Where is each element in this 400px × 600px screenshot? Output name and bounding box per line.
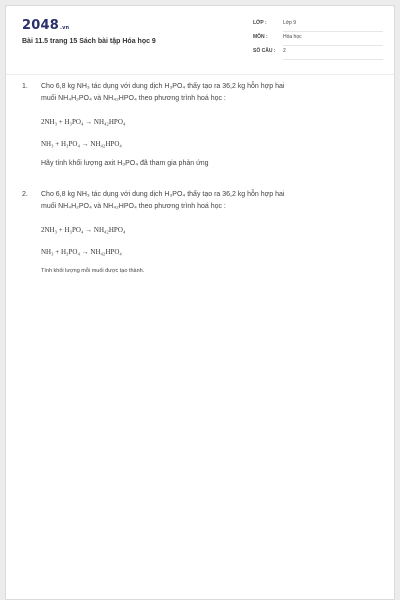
question-1-number: 1. (22, 83, 28, 90)
question-1-line-1: Cho 6,8 kg NH₃ tác dụng với dung dịch H₃PO₄ thấy tạo ra 36,2 kg hỗn hợp hai (41, 83, 285, 90)
meta-underline (283, 31, 383, 32)
header-divider (6, 74, 394, 75)
question-2-number: 2. (22, 191, 28, 198)
question-2-equation-1: 2NH₃ + H₃PO₄ → NH₄₂HPO₄ (41, 226, 126, 234)
question-1-line-2: muối NH₄H₂PO₄ và NH₄₂HPO₄ theo phương trình hoá học : (41, 95, 226, 102)
site-logo[interactable] (22, 18, 69, 33)
meta-row-question-count (253, 47, 383, 60)
meta-value-class: Lớp 9 (283, 20, 297, 26)
meta-row-subject (253, 33, 383, 46)
question-2-line-1: Cho 6,8 kg NH₃ tác dụng với dung dịch H₃PO₄ thấy tạo ra 36,2 kg hỗn hợp hai (41, 191, 285, 198)
question-2-text (41, 189, 381, 213)
meta-underline (283, 45, 383, 46)
question-2-prompt: Tính khối lượng mỗi muối được tạo thành. (41, 268, 145, 274)
question-1-equation-1: 2NH₃ + H₃PO₄ → NH₄₂HPO₄ (41, 118, 126, 126)
meta-value-question-count: 2 (283, 48, 286, 54)
document-sheet (5, 5, 395, 600)
question-1-text (41, 81, 381, 105)
meta-label-class: LỚP : (253, 20, 267, 26)
logo-suffix: .vn (59, 25, 70, 31)
question-1-equation-2: NH₃ + H₃PO₄ → NH₄₂HPO₄ (41, 140, 122, 148)
document-title: Bài 11.5 trang 15 Sách bài tập Hóa học 9 (22, 38, 156, 45)
question-2-line-2: muối NH₄H₂PO₄ và NH₄₂HPO₄ theo phương trình hoá học : (41, 203, 226, 210)
meta-label-question-count: SỐ CÂU : (253, 48, 276, 54)
meta-value-subject: Hóa học (283, 34, 302, 40)
logo-text: 2048 (22, 18, 59, 33)
meta-row-class (253, 19, 383, 32)
question-2-equation-2: NH₃ + H₃PO₄ → NH₄₂HPO₄ (41, 248, 122, 256)
meta-underline (283, 59, 383, 60)
meta-label-subject: MÔN : (253, 34, 268, 40)
question-1-prompt: Hãy tính khối lượng axit H₃PO₄ đã tham gia phản ứng (41, 160, 209, 167)
